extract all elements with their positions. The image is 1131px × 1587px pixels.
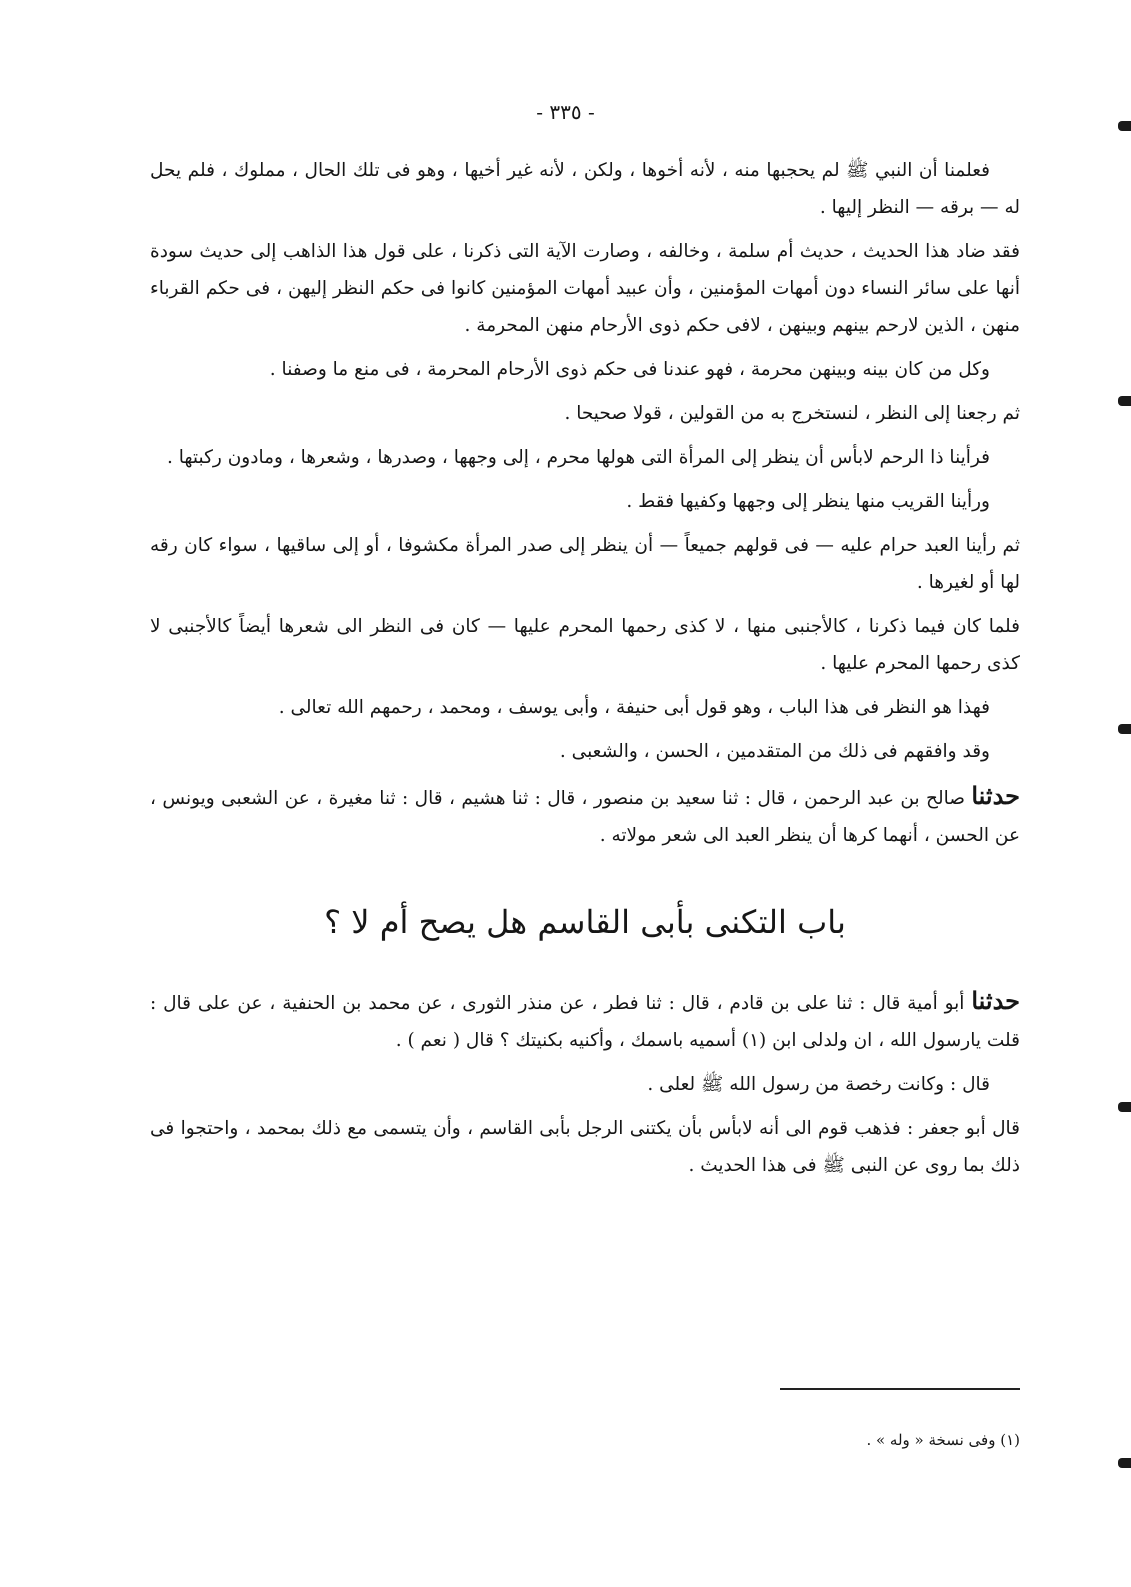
binding-mark bbox=[1118, 1102, 1131, 1112]
paragraph-text: ورأينا القريب منها ينظر إلى وجهها وكفيها فقط . bbox=[626, 491, 990, 512]
hadith-paragraph bbox=[150, 982, 1020, 1059]
paragraph-text: أبو أمية قال : ثنا على بن قادم ، قال : ثنا فطر ، عن منذر الثورى ، عن محمد بن الحنفية ، عن على قال : قلت يارسول الله ، ان ولدلى ابن (١) أسميه باسمك ، وأكنيه بكنيتك ؟ قال ( نعم ) . bbox=[150, 993, 1020, 1051]
paragraph-text: صالح بن عبد الرحمن ، قال : ثنا سعيد بن منصور ، قال : ثنا هشيم ، قال : ثنا مغيرة ، عن الشعبى ويونس ، عن الحسن ، أنهما كرها أن ينظر العبد الى شعر مولاته . bbox=[150, 788, 1020, 846]
paragraph bbox=[150, 1110, 1020, 1184]
chapter-title: باب التكنى بأبى القاسم هل يصح أم لا ؟ bbox=[324, 903, 846, 941]
paragraph-text: فرأينا ذا الرحم لابأس أن ينظر إلى المرأة التى هولها محرم ، إلى وجهها ، وصدرها ، وشعرها ، ومادون ركبتها . bbox=[166, 447, 990, 468]
paragraph-text: فهذا هو النظر فى هذا الباب ، وهو قول أبى حنيفة ، وأبى يوسف ، ومحمد ، رحمهم الله تعالى . bbox=[278, 697, 990, 718]
paragraph-text: ثم رأينا العبد حرام عليه — فى قولهم جميعاً — أن ينظر إلى صدر المرأة مكشوفا ، أو إلى ساقيها ، سواء كان رقه لها أو لغيرها . bbox=[150, 535, 1020, 593]
paragraph bbox=[150, 527, 1020, 601]
paragraph bbox=[150, 483, 1020, 520]
paragraph-text: قال أبو جعفر : فذهب قوم الى أنه لابأس بأن يكتنى الرجل بأبى القاسم ، وأن يتسمى مع ذلك بمحمد ، واحتجوا فى ذلك بما روى عن النبى ﷺ فى هذا الحديث . bbox=[150, 1118, 1020, 1176]
paragraph-text: فعلمنا أن النبي ﷺ لم يحجبها منه ، لأنه أخوها ، ولكن ، لأنه غير أخيها ، وهو فى تلك الحال ، مملوك ، فلم يحل له — برقه — النظر إليها . bbox=[150, 160, 1020, 218]
binding-mark bbox=[1118, 1458, 1131, 1468]
binding-mark bbox=[1118, 121, 1131, 131]
paragraph-text: فلما كان فيما ذكرنا ، كالأجنبى منها ، لا كذى رحمها المحرم عليها — كان فى النظر الى شعرها أيضاً كالأجنبى لا كذى رحمها المحرم عليها . bbox=[150, 616, 1020, 674]
paragraph bbox=[150, 608, 1020, 682]
footnote-divider bbox=[780, 1388, 1020, 1390]
paragraph bbox=[150, 395, 1020, 432]
hadith-lead-word: حدثنا bbox=[971, 781, 1020, 810]
paragraph bbox=[150, 733, 1020, 770]
hadith-paragraph bbox=[150, 777, 1020, 854]
paragraph bbox=[150, 233, 1020, 344]
paragraph bbox=[150, 439, 1020, 476]
paragraph bbox=[150, 152, 1020, 226]
paragraph bbox=[150, 351, 1020, 388]
paragraph-text: ثم رجعنا إلى النظر ، لنستخرج به من القولين ، قولا صحيحا . bbox=[564, 403, 1020, 424]
binding-mark bbox=[1118, 724, 1131, 734]
paragraph-text: قال : وكانت رخصة من رسول الله ﷺ لعلى . bbox=[647, 1074, 990, 1095]
binding-mark bbox=[1118, 396, 1131, 406]
page-number: - ٣٣٥ - bbox=[536, 100, 595, 124]
main-text bbox=[150, 152, 1020, 1191]
paragraph-text: وكل من كان بينه وبينهن محرمة ، فهو عندنا فى حكم ذوى الأرحام المحرمة ، فى منع ما وصفنا . bbox=[269, 359, 990, 380]
paragraph bbox=[150, 1066, 1020, 1103]
paragraph bbox=[150, 689, 1020, 726]
paragraph-text: وقد وافقهم فى ذلك من المتقدمين ، الحسن ، والشعبى . bbox=[559, 741, 990, 762]
hadith-lead-word: حدثنا bbox=[971, 986, 1020, 1015]
paragraph-text: فقد ضاد هذا الحديث ، حديث أم سلمة ، وخالفه ، وصارت الآية التى ذكرنا ، على قول هذا الذاهب إلى حديث سودة أنها على سائر النساء دون أمهات المؤمنين ، وأن عبيد أمهات المؤمنين كانوا فى حكم النظر إليهن ، فى حكم القرباء منهن ، الذين لارحم بينهم وبينهن ، لافى حكم ذوى الأرحام منهن المحرمة . bbox=[150, 241, 1020, 336]
footnote: (١) وفى نسخة « وله » . bbox=[866, 1431, 1020, 1449]
